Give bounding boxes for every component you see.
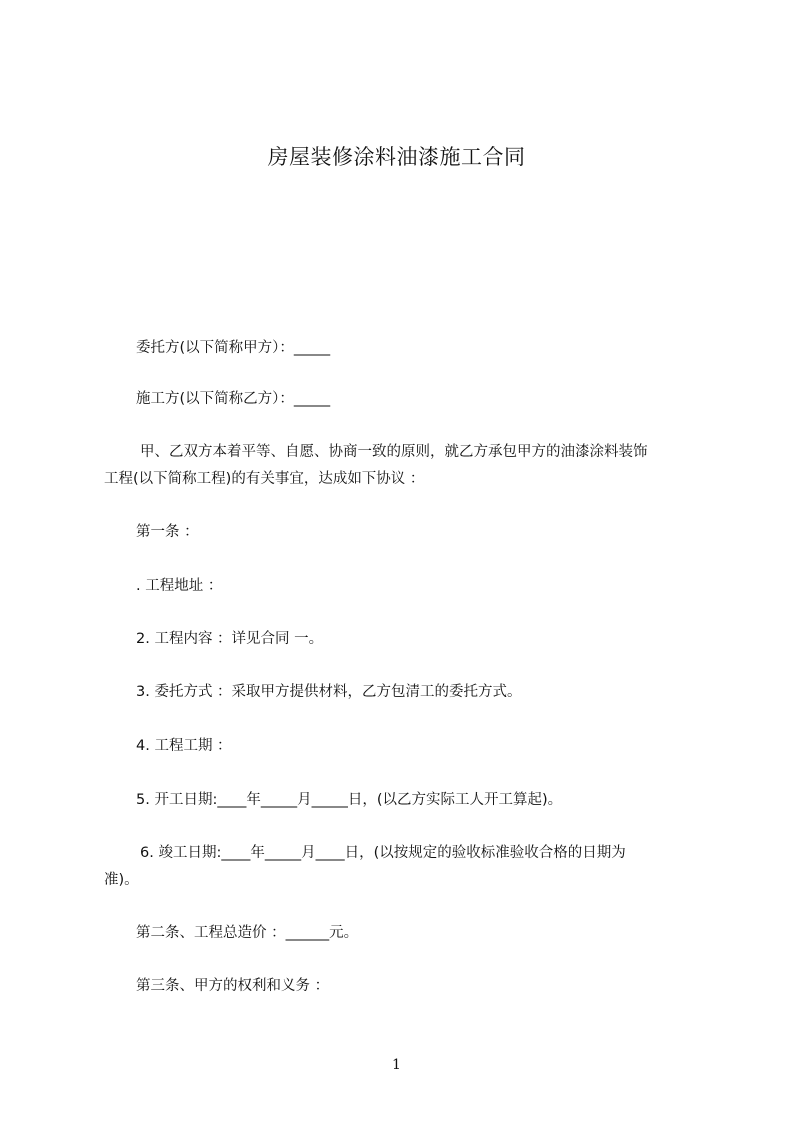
item-4-project-duration: 4. 工程工期 ：	[136, 738, 232, 754]
item-6-completion-date-line-1: 6. 竣工日期:____年_____月____日，(以按规定的验收标准验收合格的日期为	[140, 845, 626, 861]
item-5-start-date: 5. 开工日期:____年_____月_____日，(以乙方实际工人开工算起)。	[136, 792, 563, 808]
item-2-project-content: 2. 工程内容 ：详见合同 一。	[136, 631, 324, 647]
item-6-completion-date-line-2: 准)。	[104, 872, 139, 888]
intro-paragraph-line-1: 甲、乙双方本着平等、自愿、协商一致的原则，就乙方承包甲方的油漆涂料装饰	[140, 444, 648, 460]
party-a-line: 委托方(以下简称甲方）：_____	[136, 340, 331, 356]
article-2-total-cost: 第二条、工程总造价 ：______元。	[136, 925, 359, 941]
party-b-line: 施工方(以下简称乙方）：_____	[136, 391, 331, 407]
article-1-heading: 第一条 ：	[136, 524, 199, 540]
article-3-party-a-rights: 第三条、甲方的权利和义务 ：	[136, 978, 330, 994]
item-1-project-address: . 工程地址 ：	[136, 578, 223, 594]
item-3-commission-method: 3. 委托方式 ：采取甲方提供材料，乙方包清工的委托方式。	[136, 684, 522, 700]
document-title: 房屋装修涂料油漆施工合同	[267, 145, 526, 169]
intro-paragraph-line-2: 工程(以下简称工程)的有关事宜，达成如下协议 ：	[104, 471, 425, 487]
page-number: 1	[392, 1057, 401, 1073]
